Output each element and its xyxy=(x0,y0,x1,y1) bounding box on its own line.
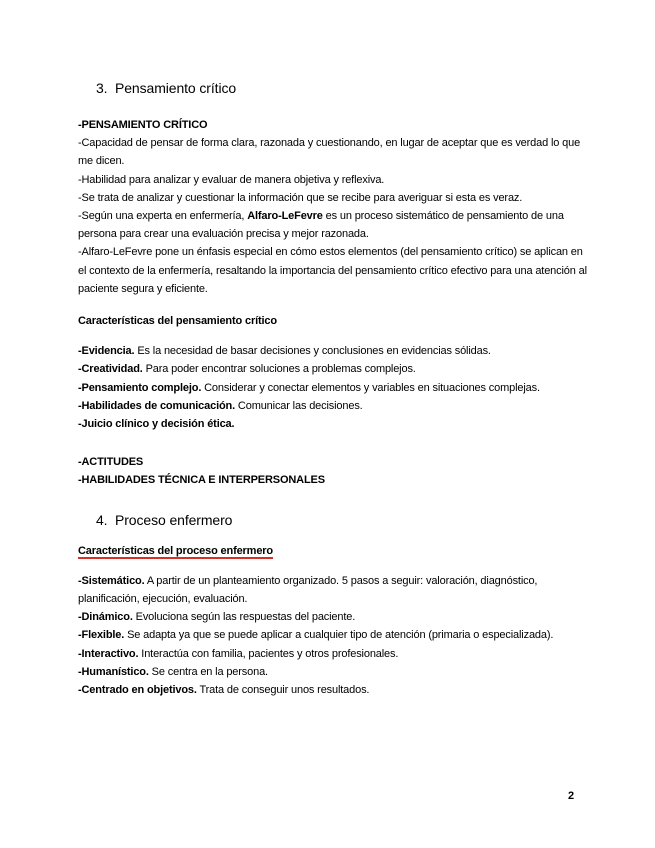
author-name: Alfaro-LeFevre xyxy=(247,210,323,223)
np-characteristic-item: -Dinámico. Evoluciona según las respuestas del paciente. xyxy=(78,611,356,624)
definition-line-4: -Según una experta en enfermería, Alfaro-LeFevre es un proceso sistemático de pensamiento de una persona para crear una evaluación precisa y mejor razonada. xyxy=(78,210,564,241)
np-characteristic-item: -Sistemático. A partir de un planteamiento organizado. 5 pasos a seguir: valoración, diagnóstico, planificación, ejecución, evaluación. xyxy=(78,574,538,606)
ct-characteristic-item: -Creatividad. Para poder encontrar soluciones a problemas complejos. xyxy=(78,363,416,376)
np-characteristic-item: -Centrado en objetivos. Trata de conseguir unos resultados. xyxy=(78,684,370,697)
nursing-process-characteristics-heading: Características del proceso enfermero xyxy=(78,544,273,557)
definition-line-5: -Alfaro-LeFevre pone un énfasis especial en cómo estos elementos (del pensamiento crítico) se aplican en el contexto de la enfermería, resaltando la importancia del pensamiento crítico efectivo para una atención al paciente segura y eficiente. xyxy=(78,246,587,295)
section-3-title: Pensamiento crítico xyxy=(115,80,237,96)
section-3-heading xyxy=(96,78,588,98)
page-content xyxy=(78,78,588,699)
page-number: 2 xyxy=(568,790,575,802)
np-characteristic-item: -Humanístico. Se centra en la persona. xyxy=(78,665,268,678)
section-3-number: 3. xyxy=(96,80,108,96)
attitudes-heading: -ACTITUDES xyxy=(78,456,144,469)
np-characteristic-item: -Interactivo. Interactúa con familia, pacientes y otros profesionales. xyxy=(78,647,399,660)
definition-line-1: -Capacidad de pensar de forma clara, razonada y cuestionando, en lugar de aceptar que es verdad lo que me dicen. xyxy=(78,137,581,168)
section-4-title: Proceso enfermero xyxy=(115,511,233,528)
definition-line-3: -Se trata de analizar y cuestionar la información que se recibe para averiguar si esta es veraz. xyxy=(78,191,523,204)
skills-heading: -HABILIDADES TÉCNICA E INTERPERSONALES xyxy=(78,474,325,487)
critical-thinking-heading: -PENSAMIENTO CRÍTICO xyxy=(78,119,208,131)
definition-line-2: -Habilidad para analizar y evaluar de manera objetiva y reflexiva. xyxy=(78,173,385,186)
ct-characteristic-item: -Pensamiento complejo. Considerar y conectar elementos y variables en situaciones complejas. xyxy=(78,381,540,394)
np-characteristic-item: -Flexible. Se adapta ya que se puede aplicar a cualquier tipo de atención (primaria o especializada). xyxy=(78,629,554,642)
critical-thinking-characteristics-heading: Características del pensamiento crítico xyxy=(78,315,277,328)
section-4-number: 4. xyxy=(96,511,108,528)
ct-characteristic-item: -Juicio clínico y decisión ética. xyxy=(78,418,235,431)
section-4-heading xyxy=(96,510,588,530)
ct-characteristic-item: -Habilidades de comunicación. Comunicar las decisiones. xyxy=(78,399,363,412)
ct-characteristic-item: -Evidencia. Es la necesidad de basar decisiones y conclusiones en evidencias sólidas. xyxy=(78,345,491,358)
